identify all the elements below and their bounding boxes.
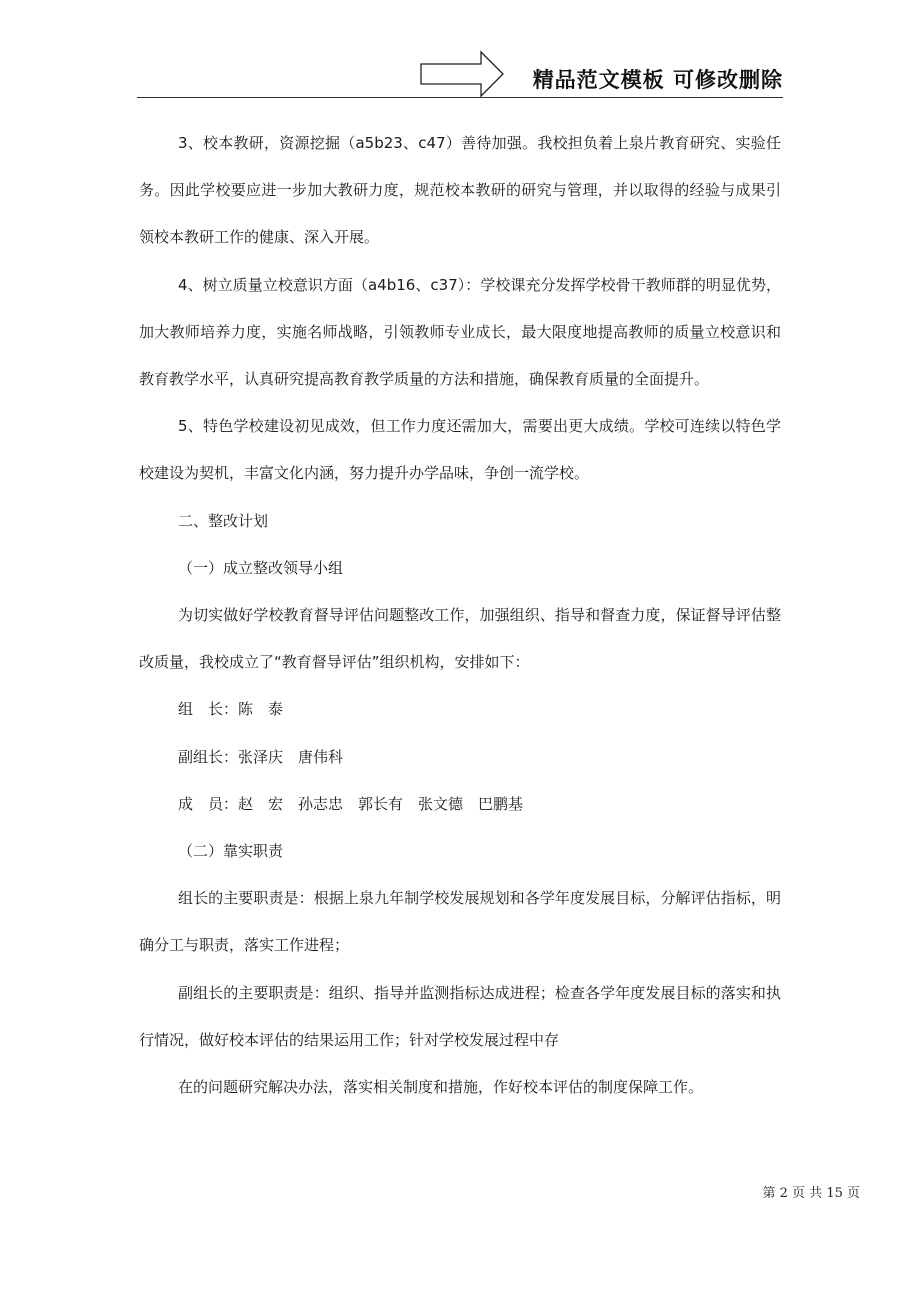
paragraph: 为切实做好学校教育督导评估问题整改工作，加强组织、指导和督查力度，保证督导评估整改质量，我校成立了“教育督导评估”组织机构，安排如下： — [139, 606, 781, 672]
paragraph: 组长的主要职责是：根据上泉九年制学校发展规划和各学年度发展目标，分解评估指标，明确分工与职责，落实工作进程； — [139, 889, 781, 955]
members-line: 成 员：赵 宏 孙志忠 郭长有 张文德 巴鹏基 — [178, 794, 524, 813]
paragraph: 5、特色学校建设初见成效，但工作力度还需加大，需要出更大成绩。学校可连续以特色学校建设为契机，丰富文化内涵，努力提升办学品味，争创一流学校。 — [139, 417, 781, 483]
leader-line: 组 长：陈 泰 — [178, 700, 284, 719]
page-number: 第 2 页 共 15 页 — [762, 1186, 860, 1201]
deputy-leader-line: 副组长：张泽庆 唐伟科 — [178, 747, 344, 766]
paragraph: 3、校本教研，资源挖掘（a5b23、c47）善待加强。我校担负着上泉片教育研究、实验任务。因此学校要应进一步加大教研力度，规范校本教研的研究与管理，并以取得的经验与成果引领校本教研工作的健康、深入开展。 — [139, 134, 781, 247]
paragraph: 副组长的主要职责是：组织、指导并监测指标达成进程；检查各学年度发展目标的落实和执行情况，做好校本评估的结果运用工作；针对学校发展过程中存 — [139, 983, 781, 1049]
subsection-heading: （一）成立整改领导小组 — [178, 558, 344, 577]
paragraph: 在的问题研究解决办法，落实相关制度和措施，作好校本评估的制度保障工作。 — [178, 1078, 704, 1097]
subsection-heading: （二）靠实职责 — [178, 842, 284, 861]
section-heading: 二、整改计划 — [178, 511, 269, 530]
header-divider — [137, 97, 783, 98]
document-body — [139, 120, 781, 1111]
header-title: 精品范文模板 可修改删除 — [532, 68, 783, 92]
paragraph: 4、树立质量立校意识方面（a4b16、c37）：学校课充分发挥学校骨干教师群的明显优势，加大教师培养力度，实施名师战略，引领教师专业成长，最大限度地提高教师的质量立校意识和教育教学水平，认真研究提高教育教学质量的方法和措施，确保教育质量的全面提升。 — [139, 275, 781, 389]
header-arrow-icon — [419, 50, 505, 98]
